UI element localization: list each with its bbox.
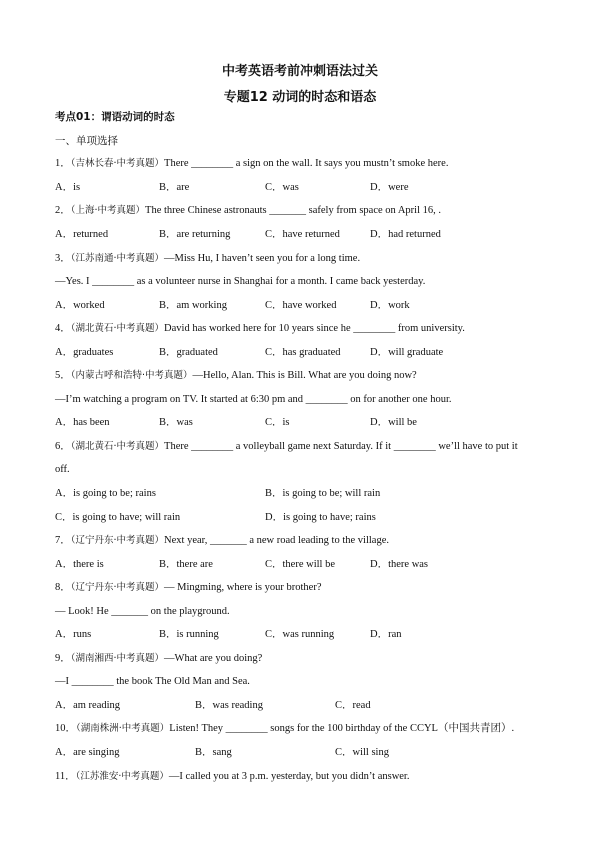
option-b: B．sang <box>195 747 232 758</box>
option-c: C．read <box>335 700 371 711</box>
question-1: 1．（吉林长春·中考真题）There ________ a sign on the wall. It says you mustn’t smoke here. <box>55 158 449 169</box>
option-c: C．was <box>265 182 299 193</box>
option-b: B．is going to be; will rain <box>265 488 381 499</box>
option-a: A．runs <box>55 629 92 640</box>
option-d: D．ran <box>370 629 402 640</box>
option-b: B．was <box>159 417 193 428</box>
document-title: 中考英语考前冲刺语法过关 <box>221 64 378 79</box>
document-subtitle: 专题12 动词的时态和语态 <box>223 90 377 105</box>
subsection-heading: 一、单项选择 <box>55 135 118 147</box>
option-d: D．is going to have; rains <box>265 512 376 523</box>
option-d: D．work <box>370 300 410 311</box>
option-d: D．will graduate <box>370 347 444 358</box>
option-a: A．worked <box>55 300 105 311</box>
option-a: A．are singing <box>55 747 120 758</box>
question-11: 11．（江苏淮安·中考真题）—I called you at 3 p.m. yesterday, but you didn’t answer. <box>55 771 410 782</box>
option-b: B．am working <box>159 300 227 311</box>
option-d: D．had returned <box>370 229 441 240</box>
option-a: A．returned <box>55 229 109 240</box>
section-heading: 考点01：谓语动词的时态 <box>55 111 175 123</box>
option-b: B．are <box>159 182 190 193</box>
option-c: C．is going to have; will rain <box>55 512 181 523</box>
question-9: 9．（湖南湘西·中考真题）—What are you doing? <box>55 653 263 664</box>
option-c: C．is <box>265 417 290 428</box>
question-8-line-2: — Look! He _______ on the playground. <box>55 606 230 617</box>
question-2: 2．（上海·中考真题）The three Chinese astronauts _______ safely from space on April 16, . <box>55 205 441 216</box>
option-d: D．were <box>370 182 409 193</box>
question-5-line-2: —I’m watching a program on TV. It started at 6:30 pm and ________ on for another one hour. <box>55 394 452 405</box>
option-b: B．are returning <box>159 229 231 240</box>
option-c: C．have returned <box>265 229 340 240</box>
option-b: B．was reading <box>195 700 263 711</box>
option-b: B．there are <box>159 559 213 570</box>
question-10: 10．（湖南株洲·中考真题）Listen! They ________ songs for the 100 birthday of the CCYL（中国共青团）. <box>55 723 515 734</box>
option-d: D．there was <box>370 559 429 570</box>
option-c: C．will sing <box>335 747 389 758</box>
question-6-line-2: off. <box>55 464 70 475</box>
question-7: 7．（辽宁丹东·中考真题）Next year, _______ a new road leading to the village. <box>55 535 389 546</box>
question-6: 6．（湖北黄石·中考真题）There ________ a volleyball game next Saturday. If it ________ we’ll have to put it <box>55 441 518 452</box>
option-d: D．will be <box>370 417 417 428</box>
option-c: C．there will be <box>265 559 335 570</box>
question-3: 3．（江苏南通·中考真题）—Miss Hu, I haven’t seen you for a long time. <box>55 253 361 264</box>
question-9-line-2: —I ________ the book The Old Man and Sea. <box>55 676 250 687</box>
option-a: A．is going to be; rains <box>55 488 156 499</box>
question-8: 8．（辽宁丹东·中考真题）— Mingming, where is your brother? <box>55 582 322 593</box>
option-c: C．have worked <box>265 300 337 311</box>
question-4: 4．（湖北黄石·中考真题）David has worked here for 10 years since he ________ from university. <box>55 323 465 334</box>
option-c: C．was running <box>265 629 335 640</box>
option-a: A．there is <box>55 559 104 570</box>
question-3-line-2: —Yes. I ________ as a volunteer nurse in Shanghai for a month. I came back yesterday. <box>55 276 426 287</box>
option-a: A．am reading <box>55 700 121 711</box>
option-c: C．has graduated <box>265 347 341 358</box>
option-b: B．is running <box>159 629 219 640</box>
option-b: B．graduated <box>159 347 218 358</box>
question-5: 5．（内蒙古呼和浩特·中考真题）—Hello, Alan. This is Bill. What are you doing now? <box>55 370 417 381</box>
option-a: A．is <box>55 182 81 193</box>
option-a: A．graduates <box>55 347 114 358</box>
option-a: A．has been <box>55 417 110 428</box>
